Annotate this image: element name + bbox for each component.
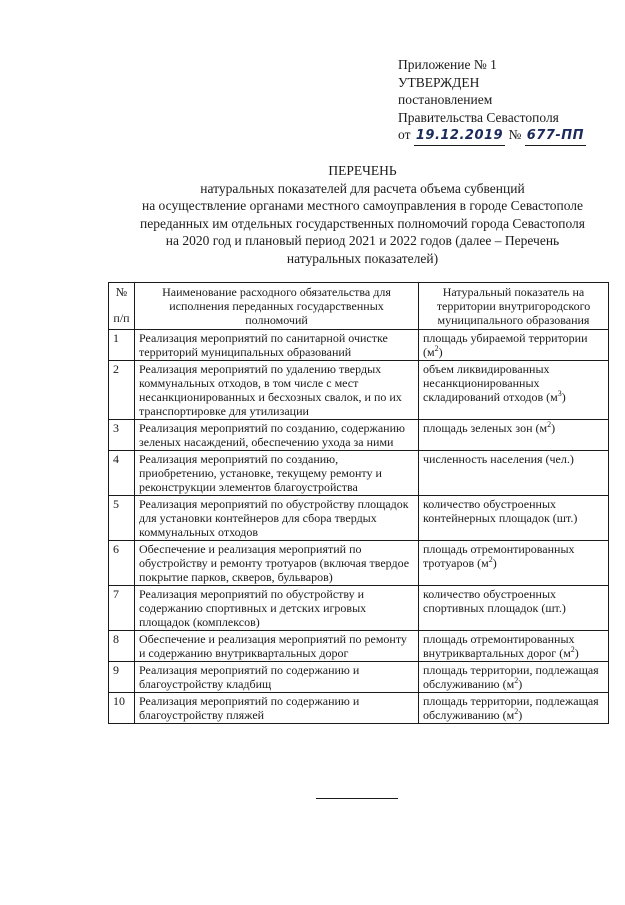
row-number: 4: [109, 451, 135, 496]
table-body: [109, 330, 609, 724]
row-indicator: [419, 330, 609, 361]
indicator-text: площадь отремонтированных внутриквартальных дорог (м: [423, 632, 575, 660]
title-line-4: на 2020 год и плановый период 2021 и 2022 годов (далее – Перечень: [165, 233, 560, 248]
row-indicator: [419, 586, 609, 631]
row-number: 3: [109, 420, 135, 451]
title-line-3: переданных им отдельных государственных полномочий города Севастополя: [140, 215, 585, 231]
row-indicator: [419, 693, 609, 724]
unit-exponent: 2: [570, 645, 575, 654]
indicator-text: количество обустроенных контейнерных площадок (шт.): [423, 497, 578, 525]
unit-exponent: 2: [488, 555, 493, 564]
unit-suffix: ): [492, 556, 497, 570]
header-obligation: Наименование расходного обязательства для исполнения переданных государственных полномочий: [135, 283, 419, 330]
table-row: [109, 631, 609, 662]
date-prefix: от: [398, 127, 411, 142]
row-number: 7: [109, 586, 135, 631]
row-obligation: Реализация мероприятий по санитарной очистке территорий муниципальных образований: [135, 330, 419, 361]
document-title: [90, 162, 625, 267]
row-number: 10: [109, 693, 135, 724]
row-obligation: Реализация мероприятий по удалению твердых коммунальных отходов, в том числе с мест несанкционированных и бесхозных свалок, и по их транспортировке для утилизации: [135, 361, 419, 420]
number-prefix: №: [508, 127, 522, 142]
row-obligation: Обеспечение и реализация мероприятий по ремонту и содержанию внутриквартальных дорог: [135, 631, 419, 662]
indicator-text: численность населения (чел.): [423, 452, 574, 466]
title-line-2: на осуществление органами местного самоуправления в городе Севастополе: [141, 198, 584, 213]
appendix-label: Приложение № 1: [398, 57, 497, 72]
number-value: 677-ПП: [525, 127, 586, 146]
resolution-label: постановлением: [398, 92, 493, 107]
row-obligation: Реализация мероприятий по созданию, приобретению, установке, текущему ремонту и реконструкции элементов благоустройства: [135, 451, 419, 496]
table-row: [109, 662, 609, 693]
title-heading: ПЕРЕЧЕНЬ: [328, 163, 397, 178]
row-number: 1: [109, 330, 135, 361]
unit-suffix: ): [551, 421, 556, 435]
unit-suffix: ): [438, 345, 443, 359]
unit-suffix: ): [561, 390, 566, 404]
indicator-text: объем ликвидированных несанкционированных складирований отходов (м: [423, 362, 558, 404]
table-row: [109, 541, 609, 586]
indicator-text: площадь убираемой территории (м: [423, 331, 588, 359]
row-indicator: [419, 662, 609, 693]
row-number: 8: [109, 631, 135, 662]
end-divider: [316, 798, 398, 799]
title-line-1: натуральных показателей для расчета объема субвенций: [200, 180, 525, 196]
indicator-text: площадь отремонтированных тротуаров (м: [423, 542, 575, 570]
row-obligation: Реализация мероприятий по обустройству площадок для установки контейнеров для сбора твердых коммунальных отходов: [135, 496, 419, 541]
indicator-text: площадь территории, подлежащая обслуживанию (м: [423, 663, 599, 691]
table-row: [109, 361, 609, 420]
row-obligation: Реализация мероприятий по созданию, содержанию зеленых насаждений, обеспечению ухода за ними: [135, 420, 419, 451]
indicators-table: [108, 282, 609, 724]
row-number: 6: [109, 541, 135, 586]
table-header-row: [109, 283, 609, 330]
approved-label: УТВЕРЖДЕН: [398, 74, 480, 90]
indicator-text: количество обустроенных спортивных площадок (шт.): [423, 587, 566, 615]
header-number: [109, 283, 135, 330]
table-row: [109, 496, 609, 541]
unit-exponent: 2: [547, 420, 552, 429]
title-line-5: натуральных показателей): [286, 250, 439, 266]
row-number: 2: [109, 361, 135, 420]
row-obligation: Реализация мероприятий по обустройству и содержанию спортивных и детских игровых площадок (комплексов): [135, 586, 419, 631]
row-obligation: Обеспечение и реализация мероприятий по обустройству и ремонту тротуаров (включая твердое покрытие парков, скверов, бульваров): [135, 541, 419, 586]
indicator-text: площадь зеленых зон (м: [423, 421, 548, 435]
row-number: 9: [109, 662, 135, 693]
header-indicator: Натуральный показатель на территории внутригородского муниципального образования: [419, 283, 609, 330]
approval-stamp-block: [398, 56, 613, 146]
unit-exponent: 3: [557, 389, 562, 398]
table-row: [109, 420, 609, 451]
row-indicator: [419, 420, 609, 451]
row-indicator: [419, 451, 609, 496]
row-indicator: [419, 361, 609, 420]
table-row: [109, 330, 609, 361]
unit-suffix: ): [518, 708, 523, 722]
header-number-bottom: п/п: [113, 311, 130, 325]
unit-exponent: 2: [514, 707, 519, 716]
table-row: [109, 586, 609, 631]
unit-exponent: 2: [434, 344, 439, 353]
header-number-top: №: [115, 285, 128, 299]
row-indicator: [419, 541, 609, 586]
row-indicator: [419, 496, 609, 541]
government-label: Правительства Севастополя: [398, 109, 559, 125]
table-row: [109, 451, 609, 496]
unit-suffix: ): [518, 677, 523, 691]
date-value: 19.12.2019: [414, 127, 505, 146]
row-indicator: [419, 631, 609, 662]
row-number: 5: [109, 496, 135, 541]
date-number-line: [398, 126, 613, 146]
table-row: [109, 693, 609, 724]
unit-suffix: ): [574, 646, 579, 660]
unit-exponent: 2: [514, 676, 519, 685]
indicator-text: площадь территории, подлежащая обслуживанию (м: [423, 694, 599, 722]
row-obligation: Реализация мероприятий по содержанию и благоустройству пляжей: [135, 693, 419, 724]
row-obligation: Реализация мероприятий по содержанию и благоустройству кладбищ: [135, 662, 419, 693]
